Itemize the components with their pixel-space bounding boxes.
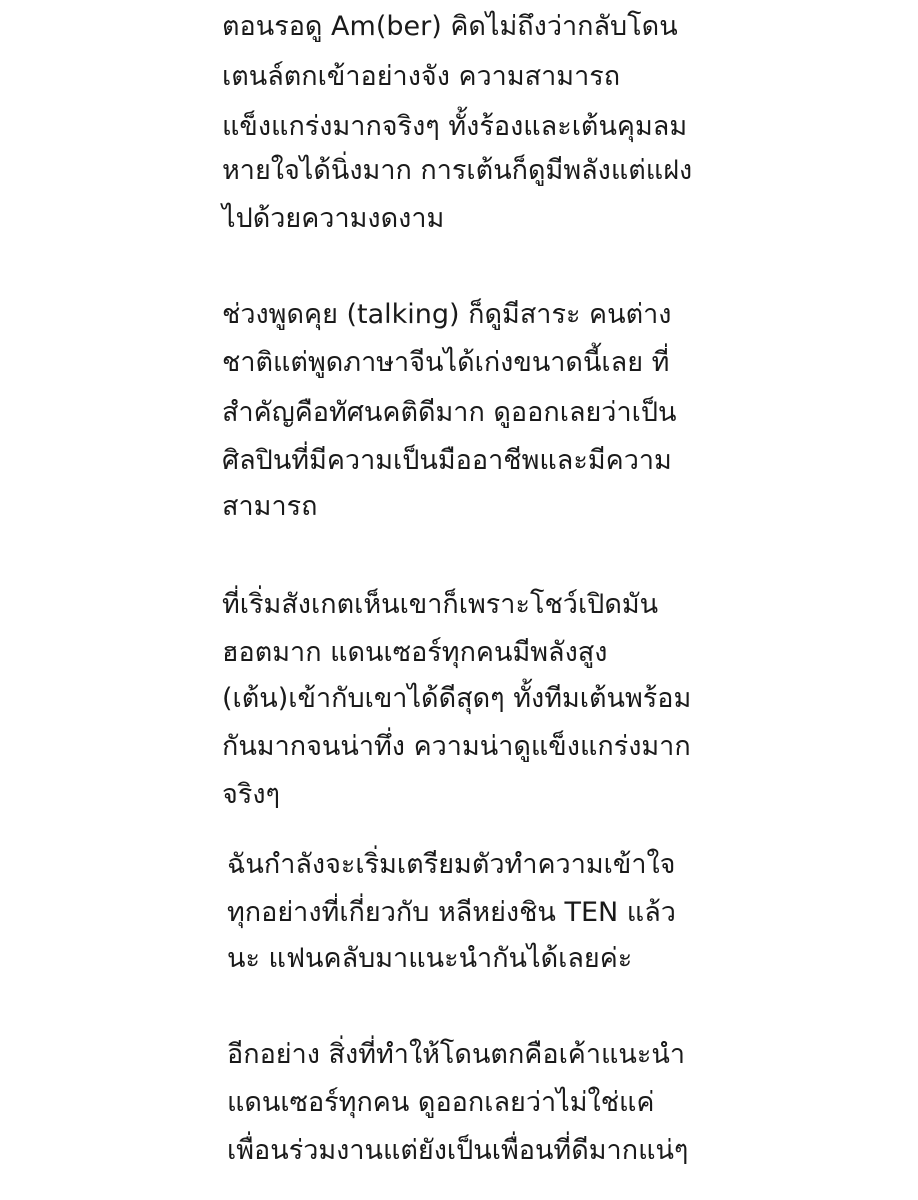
- paragraph-line: เพื่อนร่วมงานแต่ยังเป็นเพื่อนที่ดีมากแน่ๆ: [227, 1135, 689, 1166]
- paragraph-line: ที่เริ่มสังเกตเห็นเขาก็เพราะโชว์เปิดมัน: [222, 589, 659, 620]
- paragraph-line: สำคัญคือทัศนคติดีมาก ดูออกเลยว่าเป็น: [222, 397, 677, 428]
- paragraph-line: นะ แฟนคลับมาแนะนำกันได้เลยค่ะ: [227, 943, 633, 974]
- paragraph-line: สามารถ: [222, 491, 318, 522]
- paragraph-line: แดนเซอร์ทุกคน ดูออกเลยว่าไม่ใช่แค่: [227, 1087, 655, 1118]
- paragraph-line: (เต้น)เข้ากับเขาได้ดีสุดๆ ทั้งทีมเต้นพร้อม: [222, 683, 692, 714]
- paragraph-line: ฮอตมาก แดนเซอร์ทุกคนมีพลังสูง: [222, 637, 608, 668]
- paragraph-line: ไปด้วยความงดงาม: [222, 203, 445, 234]
- paragraph-line: ชาติแต่พูดภาษาจีนได้เก่งขนาดนี้เลย ที่: [222, 347, 670, 378]
- paragraph-line: แข็งแกร่งมากจริงๆ ทั้งร้องและเต้นคุมลม: [222, 111, 688, 142]
- paragraph-line: ตอนรอดู Am(ber) คิดไม่ถึงว่ากลับโดน: [222, 11, 678, 42]
- paragraph-line: อีกอย่าง สิ่งที่ทำให้โดนตกคือเค้าแนะนำ: [227, 1039, 686, 1070]
- paragraph-line: ศิลปินที่มีความเป็นมืออาชีพและมีความ: [222, 445, 672, 476]
- paragraph-line: เตนล์ตกเข้าอย่างจัง ความสามารถ: [222, 61, 621, 92]
- paragraph-line: ช่วงพูดคุย (talking) ก็ดูมีสาระ คนต่าง: [222, 299, 672, 330]
- paragraph-line: จริงๆ: [222, 779, 281, 810]
- paragraph-line: ฉันกำลังจะเริ่มเตรียมตัวทำความเข้าใจ: [227, 849, 676, 880]
- paragraph-line: กันมากจนน่าทึ่ง ความน่าดูแข็งแกร่งมาก: [222, 731, 691, 762]
- paragraph-line: ทุกอย่างที่เกี่ยวกับ หลีหย่งชิน TEN แล้ว: [227, 897, 676, 928]
- paragraph-line: หายใจได้นิ่งมาก การเต้นก็ดูมีพลังแต่แฝง: [222, 155, 693, 186]
